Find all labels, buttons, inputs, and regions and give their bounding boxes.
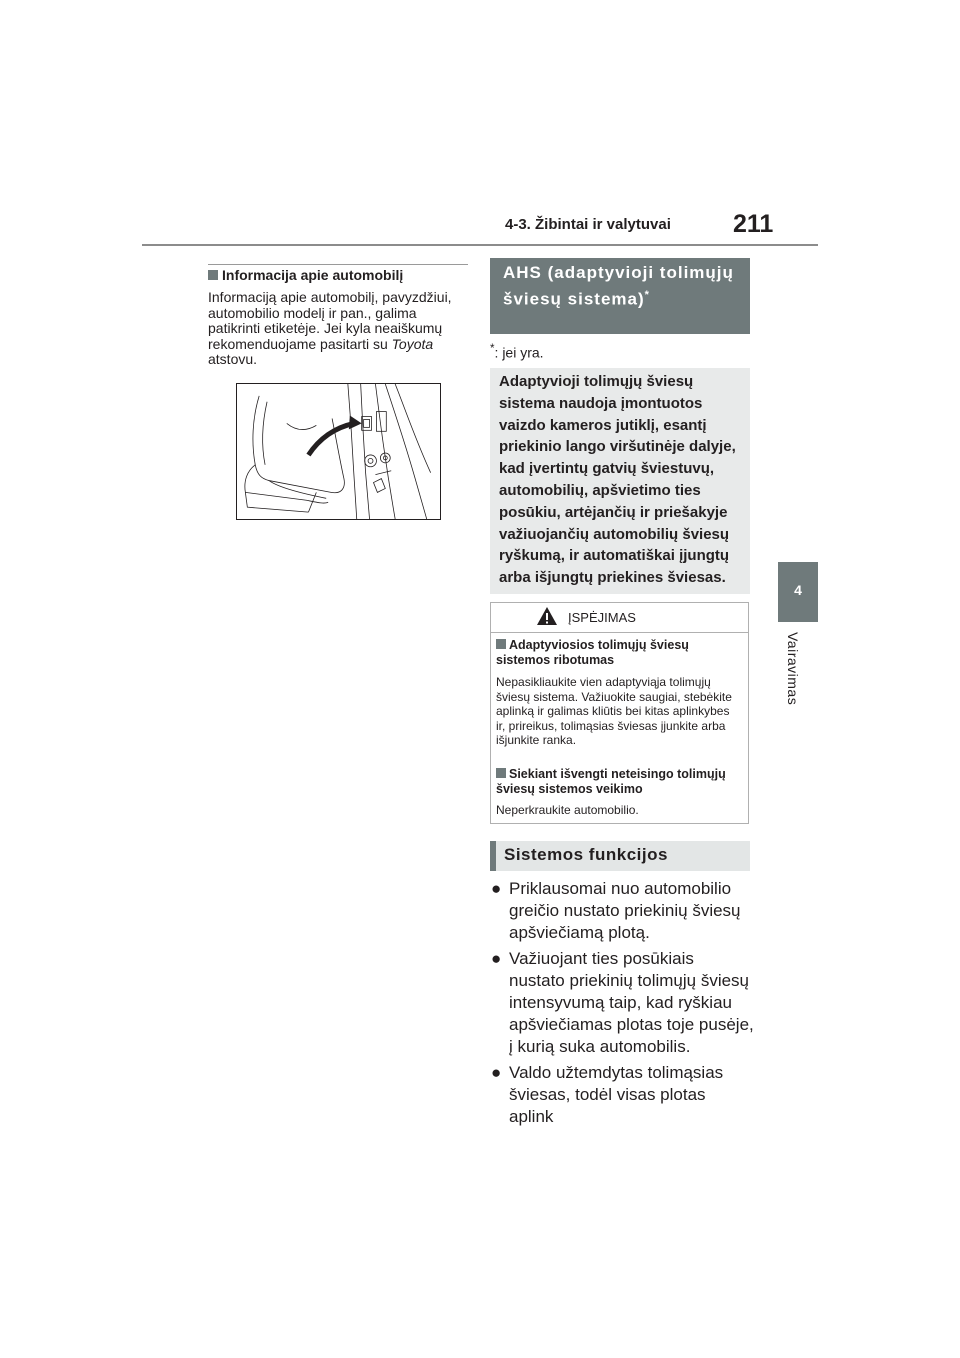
info-heading-text: Informacija apie automobilį [222,267,404,283]
info-text-end: atstovu. [208,351,258,367]
ahs-title [503,262,743,311]
brand-name: Toyota [391,335,434,352]
ahs-title-text: AHS (adaptyvioji tolimųjų šviesų sistema) [503,263,734,309]
footnote-mark: * [490,342,495,355]
square-bullet-icon [496,768,506,778]
warning-triangle-icon [536,606,558,626]
warning-header-divider [491,632,748,633]
header-divider [142,244,818,246]
footnote-text: : jei yra. [494,344,544,361]
info-heading [208,267,470,283]
info-text-start: Informaciją apie automobilį, pavyzdžiui, automobilio modelį ir pan., galima patikrinti etiketėje. Jei kyla neaiškumų rekomenduojame pasitarti su [208,289,452,352]
bullet-dot-icon: ● [491,949,502,968]
warning-item-title-text: Adaptyviosios tolimųjų šviesų sistemos ribotumas [496,638,689,667]
warning-item-text: Neperkraukite automobilio. [496,803,639,817]
list-item [491,878,754,944]
section-title: 4-3. Žibintai ir valytuvai [505,216,671,233]
list-item-text: Priklausomai nuo automobilio greičio nustato priekinių šviesų apšviečiamą plotą. [509,879,741,942]
warning-item-title-text: Siekiant išvengti neteisingo tolimųjų šviesų sistemos veikimo [496,767,726,796]
square-bullet-icon [496,639,506,649]
info-divider [208,264,468,265]
chapter-label: Vairavimas [785,632,801,706]
list-item [491,1062,754,1128]
footnote [490,342,544,361]
functions-header-accent [490,841,496,871]
ahs-title-mark: * [644,289,650,301]
summary-text: Adaptyvioji tolimųjų šviesų sistema naudoja įmontuotos vaizdo kameros jutiklį, esantį priekinio lango viršutinėje dalyje, kad įvertintų gatvių šviestuvų, automobilių, apšvietimo ties posūkiu, artėjančių ir priešakyje važiuojančių automobilių šviesų ryškumą, ir automatiškai įjungtų arba išjungtų priekines šviesas. [499,373,736,587]
bullet-dot-icon: ● [491,1063,502,1082]
warning-label: ĮSPĖJIMAS [568,610,636,625]
warning-item-title [496,638,741,668]
list-item-text: Valdo užtemdytas tolimąsias šviesas, todėl visas plotas aplink [509,1063,724,1126]
list-item-text: Važiuojant ties posūkiais nustato priekinių tolimųjų šviesų intensyvumą taip, kad ryškiau apšviečiamas plotas toje pusėje, į kurią suka automobilis. [509,949,754,1056]
warning-item-text: Nepasikliaukite vien adaptyviąja tolimųjų šviesų sistema. Važiuokite saugiai, stebėkite aplinką ir galimas kliūtis bei kitas aplinkybes ir, prireikus, tolimąsias šviesas įjunkite arba išjunkite ranka. [496,675,732,747]
functions-title: Sistemos funkcijos [504,845,668,864]
bullet-dot-icon: ● [491,879,502,898]
warning-item-title [496,767,741,797]
page-number: 211 [733,210,774,238]
info-paragraph [208,290,470,368]
label-location-illustration [236,383,441,520]
chapter-number: 4 [794,582,802,598]
square-bullet-icon [208,270,218,280]
list-item [491,948,754,1058]
